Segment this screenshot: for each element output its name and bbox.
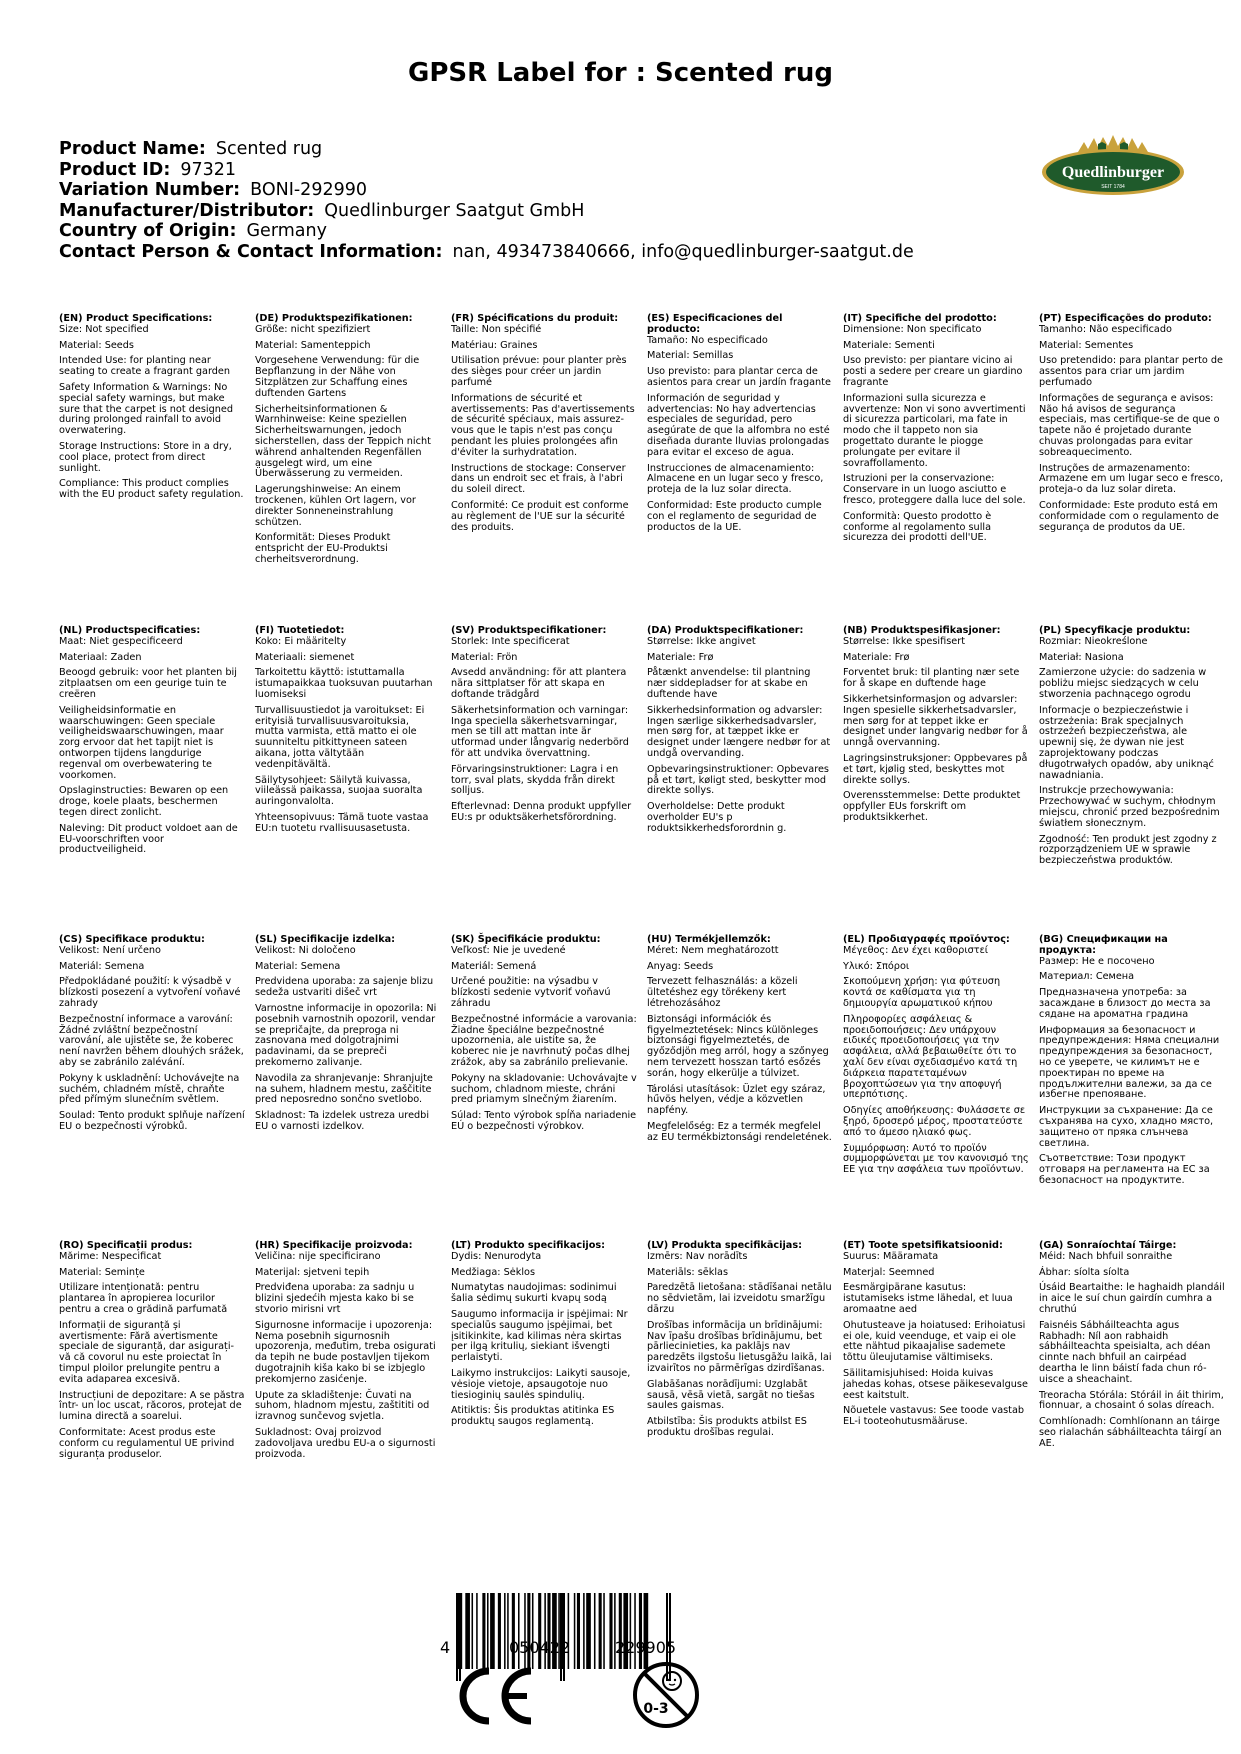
spec-line: Conformità: Questo prodotto è conforme al regolamento sulla sicurezza dei prodotti dell'UE. [843,510,992,544]
spec-line: Overensstemmelse: Dette produktet oppfyller EUs forskrift om produktsikkerhet. [843,790,1021,823]
spec-line: Μέγεθος: Δεν έχει καθοριστεί [843,944,989,956]
info-label: Variation Number: [59,180,241,200]
spec-line: Material: Samenteppich [255,339,371,351]
spec-line: Materiale: Frø [843,651,910,663]
spec-heading: (HU) Termékjellemzők: [647,934,771,945]
spec-line: Uso pretendido: para plantar perto de assentos para criar um jardim perfumado [1039,355,1223,388]
spec-line: Bezpečnostní informace a varování: Žádné zvláštní bezpečnostní varování, ale ujistěte se, že koberec není navržen během dlouhých srážek, aby se zabránilo zalévání. [59,1013,244,1068]
spec-line: Určené použitie: na výsadbu v blízkosti sedenie vytvoriť voňavú záhradu [451,976,611,1009]
barcode-bar [594,1593,596,1669]
barcode-bar [614,1593,616,1669]
spec-line: Glabāšanas norādījumi: Uzglabāt sausā, vēsā vietā, sargāt no tiešas saules gaismas. [647,1378,815,1412]
barcode-bar [538,1593,541,1669]
spec-block [59,935,245,1133]
barcode-bar [544,1593,546,1669]
spec-line: Säilytysohjeet: Säilytä kuivassa, viileässä paikassa, suojaa suoralta auringonvalolta. [255,774,423,808]
spec-line: Izmērs: Nav norādīts [647,1250,748,1262]
info-value: BONI-292990 [250,180,367,200]
spec-line: Efterlevnad: Denna produkt uppfyller EU:s pr oduktsäkerhetsförordning. [451,801,632,823]
spec-line: Nõuetele vastavus: See toode vastab EL-i tooteohutusmääruse. [843,1405,1025,1428]
spec-line: Storage Instructions: Store in a dry, cool place, protect from direct sunlight. [59,440,232,474]
spec-line: Atitiktis: Šis produktas atitinka ES produktų saugos reglamentą. [451,1405,615,1428]
barcode-bar [630,1593,632,1669]
spec-line: Size: Not specified [59,323,149,335]
info-value: Quedlinburger Saatgut GmbH [324,200,585,221]
spec-line: Soulad: Tento produkt splňuje nařízení EU o bezpečnosti výrobků. [59,1110,245,1132]
specifications-grid [59,314,1239,1514]
spec-heading: (FR) Spécifications du produit: [451,313,619,324]
spec-heading: (ES) Especificaciones del producto: [647,313,783,335]
spec-block [451,314,637,533]
barcode-bar [609,1593,612,1669]
spec-line: Medžiaga: Sėklos [451,1266,535,1278]
spec-line: Upute za skladištenje: Čuvati na suhom, hladnom mjestu, zaštititi od izravnog sunčevog svjetla. [255,1389,430,1423]
spec-heading: (CS) Specifikace produktu: [59,934,205,945]
spec-line: Maat: Niet gespecificeerd [59,635,183,647]
barcode-bar [472,1593,474,1669]
barcode-bar [552,1593,557,1669]
page-title: GPSR Label for : Scented rug [408,58,833,88]
spec-line: Rozmiar: Nieokreślone [1039,635,1148,647]
barcode-bar [634,1593,636,1669]
spec-line: Informacje o bezpieczeństwie i ostrzeżenia: Brak specjalnych ostrzeżeń bezpieczeństwa, ale upewnij się, że dywan nie jest zaprojektowany podczas długotrwałych opadów, aby uniknąć nawadniania. [1039,704,1214,781]
spec-heading: (PT) Especificações do produto: [1039,313,1212,324]
spec-block [255,626,441,835]
spec-line: Materjal: Seemned [843,1266,935,1278]
info-label: Manufacturer/Distributor: [59,200,315,221]
spec-line: Biztonsági információk és figyelmeztetések: Nincs különleges biztonsági figyelmeztetés, de győződjön meg arról, hogy a szőnyeg nem tervezett hosszan tartó esőzés során, hogy elkerülje a túlvizet. [647,1013,829,1079]
barcode-bar [524,1593,526,1669]
spec-line: Tervezett felhasználás: a közeli ültetéshez egy törékeny kert létrehozásához [647,976,798,1009]
spec-line: Tarkoitettu käyttö: istuttamalla istumapaikkaa tuoksuvan puutarhan luomiseksi [255,667,433,700]
country-row [59,221,914,242]
barcode-bar [518,1593,520,1669]
spec-line: Istruzioni per la conservazione: Conservare in un luogo asciutto e fresco, proteggere dalla luce del sole. [843,473,1026,506]
spec-line: Predviđena uporaba: za sadnju u blizini sjedećih mjesta kako bi se stvorio mirisni vrt [255,1282,415,1315]
info-value: Scented rug [215,139,323,159]
spec-line: Úsáid Beartaithe: le haghaidh plandáil in aice le suí chun gairdín cumhra a chruthú [1039,1282,1225,1315]
spec-block [451,626,637,824]
spec-line: Sikkerhetsinformasjon og advarsler: Ingen spesielle sikkerhetsadvarsler, men sørg for at teppet ikke er designet under langvarig nedbør for å unngå overvanning. [843,693,1028,749]
spec-line: Förvaringsinstruktioner: Lagra i en torr, sval plats, skydda från direkt solljus. [451,763,619,797]
spec-line: Informații de siguranță și avertismente: Fără avertismente speciale de siguranță, dar asigurați-vă că covorul nu este proiectat în timpul ploilor prelungite pentru a evita adaparea excesivă. [59,1319,235,1385]
barcode-left-group: 050422 [509,1638,571,1657]
spec-line: Información de seguridad y advertencias: No hay advertencias especiales de seguridad, pero asegúrate de que la alfombra no esté diseñada durante lluvias prolongadas para evitar el exceso de agua. [647,392,830,458]
spec-heading: (ET) Toote spetsifikatsioonid: [843,1240,1003,1251]
spec-line: Material: Sementes [1039,339,1134,351]
barcode-bar [583,1593,585,1669]
spec-line: Numatytas naudojimas: sodinimui šalia sėdimų sukurti kvapų sodą [451,1282,617,1305]
barcode-bar [490,1593,495,1669]
spec-line: Material: Semillas [647,350,734,362]
spec-heading: (IT) Specifiche del prodotto: [843,313,997,324]
spec-line: Conformidad: Este producto cumple con el reglamento de seguridad de productos de la UE. [647,499,822,533]
barcode-bar [586,1593,591,1669]
spec-line: Comhlíonadh: Comhlíonann an táirge seo rialachán sábháilteachta táirgí an AE. [1039,1416,1222,1449]
spec-block [451,1241,637,1428]
contact-row [59,242,914,263]
spec-heading: (LT) Produkto specifikacijos: [451,1240,606,1251]
quedlinburger-logo [1040,132,1186,204]
spec-line: Eesmärgipärane kasutus: istutamiseks istme lähedal, et luua aromaatne aed [843,1282,1013,1315]
spec-line: Méret: Nem meghatározott [647,944,779,956]
spec-line: Instructions de stockage: Conserver dans un endroit sec et frais, à l'abri du soleil direct. [451,462,626,496]
spec-line: Naleving: Dit product voldoet aan de EU-voorschriften voor productveiligheid. [59,822,238,856]
barcode-bar [619,1593,622,1669]
ce-mark-icon [455,1663,535,1729]
spec-line: Materiál: Semena [59,960,145,972]
spec-line: Størrelse: Ikke spesifisert [843,635,966,647]
spec-heading: (EL) Προδιαγραφές προϊόντος: [843,934,1010,945]
barcode-bar [603,1593,605,1669]
barcode-first-digit: 4 [440,1638,451,1657]
barcode-bar [507,1593,509,1669]
spec-line: Информация за безопасност и предупреждения: Няма специални предупреждения за безопасност, но се уверете, че килимът не е проектиран по време на продължителни валежи, за да се избегне препояване. [1039,1024,1220,1101]
spec-line: Material: Semena [255,960,341,972]
spec-line: Съответствие: Този продукт отговаря на регламента на ЕС за безопасност на продуктите. [1039,1153,1210,1186]
spec-line: Størrelse: Ikke angivet [647,635,756,647]
spec-line: Opbevaringsinstruktioner: Opbevares på et tørt, køligt sted, beskytter mod direkte sollys. [647,763,829,797]
manufacturer-row [59,201,914,222]
spec-block [1039,314,1225,533]
spec-line: Informations de sécurité et avertissements: Pas d'avertissements de sécurité spéciaux, mais assurez-vous que le tapis n'est pas conçu pendant les pluies prolongées afin d'éviter la surhydratation. [451,392,635,458]
barcode-bar [577,1593,580,1669]
spec-line: Varnostne informacije in opozorila: Ni posebnih varnostnih opozoril, vendar se prepričajte, da preproga ni zasnovana med dolgotrajnimi padavinami, da se prepreči prekomerno zalivanje. [255,1002,437,1068]
barcode-bar [574,1593,576,1669]
spec-line: Sukladnost: Ovaj proizvod zadovoljava uredbu EU-a o sigurnosti proizvoda. [255,1426,436,1460]
spec-line: Säilitamisjuhised: Hoida kuivas jahedas kohas, otsese päikesevalguse eest kaitstult. [843,1367,1028,1401]
barcode-right-group: 229905 [615,1638,677,1657]
logo-sub: SEIT 1784 [1101,184,1125,190]
spec-line: Instruções de armazenamento: Armazene em um lugar seco e fresco, proteja-o da luz solar direta. [1039,462,1224,496]
barcode-bar [476,1593,478,1669]
spec-line: Taille: Non spécifié [451,323,542,335]
spec-line: Instrucțiuni de depozitare: A se păstra într- un loc uscat, răcoros, protejat de lumina directă a soarelui. [59,1389,245,1423]
spec-line: Zamierzone użycie: do sadzenia w pobliżu miejsc siedzących w celu stworzenia pachnącego ogrodu [1039,667,1207,700]
spec-line: Avsedd användning: för att plantera nära sittplatser för att skapa en doftande trädgård [451,667,627,700]
spec-line: Safety Information & Warnings: No special safety warnings, but make sure that the carpet is not designed during prolonged rainfall to avoid overwatering. [59,381,233,437]
spec-line: Предназначена употреба: за засаждане в близост до места за сядане на ароматна градина [1039,987,1211,1020]
info-label: Product ID: [59,159,171,180]
logo-name: Quedlinburger [1061,164,1165,181]
spec-line: Navodila za shranjevanje: Shranjujte na suhem, hladnem mestu, zaščitite pred neposredno sončno svetlobo. [255,1072,433,1106]
spec-heading: (RO) Specificații produs: [59,1240,193,1251]
spec-line: Utilisation prévue: pour planter près des sièges pour créer un jardin parfumé [451,355,627,388]
spec-line: Uso previsto: para plantar cerca de asientos para crear un jardín fragante [647,366,831,388]
spec-line: Laikymo instrukcijos: Laikyti sausoje, vėsioje vietoje, apsaugotoje nuo tiesioginių saulės spindulių. [451,1367,631,1401]
info-label: Product Name: [59,139,206,159]
spec-line: Ohutusteave ja hoiatused: Erihoiatusi ei ole, kuid veenduge, et vaip ei ole ette nähtud pikaajalise sademete tõttu üleujutamise vältimiseks. [843,1319,1026,1364]
spec-line: Paredzētā lietošana: stādīšanai netālu no sēdvietām, lai izveidotu smaržīgu dārzu [647,1282,832,1315]
barcode-guard-bar [560,1593,562,1681]
spec-line: Instrucciones de almacenamiento: Almacene en un lugar seco y fresco, proteja de la luz solar directa. [647,462,824,496]
spec-line: Materiale: Frø [647,651,714,663]
spec-line: Sikkerhedsinformation og advarsler: Ingen særlige sikkerhedsadvarsler, men sørg for, at tæppet ikke er designet under længere nedbør for at undgå overvanding. [647,704,831,759]
spec-line: Utilizare intenționată: pentru plantarea în apropierea locurilor pentru a crea o grădină parfumată [59,1282,228,1315]
spec-line: Koko: Ei määritelty [255,635,347,647]
product-id-row [59,160,914,181]
spec-line: Инструкции за съхранение: Да се съхранява на сухо, хладно място, защитено от пряка слънчева светлина. [1039,1105,1214,1149]
spec-heading: (BG) Спецификации на продукта: [1039,934,1168,956]
barcode-bar [558,1593,560,1669]
spec-heading: (LV) Produkta specifikācijas: [647,1240,802,1251]
spec-line: Skladnost: Ta izdelek ustreza uredbi EU o varnosti izdelkov. [255,1110,430,1132]
info-value: 97321 [180,159,237,180]
spec-line: Tamaño: No especificado [647,334,768,346]
spec-block [1039,1241,1225,1450]
spec-heading: (NL) Productspecificaties: [59,625,201,636]
spec-line: Material: Frön [451,651,518,663]
spec-line: Uso previsto: per piantare vicino ai posti a sedere per creare un giardino fragrante [843,355,1023,388]
spec-line: Informações de segurança e avisos: Não há avisos de segurança especiais, mas certifique-se de que o tapete não é projetado durante chuvas prolongadas para evitar sobreaquecimento. [1039,392,1220,458]
barcode-bar [599,1593,602,1669]
barcode-bar [532,1593,534,1669]
barcode-bar [568,1593,570,1669]
spec-line: Turvallisuustiedot ja varoitukset: Ei erityisiä turvallisuusvaroituksia, mutta varmista, että matto ei ole suunniteltu pitkittyneen sateen aikana, jotta vältytään vedenpitävältä. [255,704,425,770]
spec-line: Säkerhetsinformation och varningar: Inga speciella säkerhetsvarningar, men se till att mattan inte är utformad under långvarig nederbörd för att undvika övervattning. [451,704,629,759]
spec-line: Συμμόρφωση: Αυτό το προϊόν συμμορφώνεται με τον κανονισμό της ΕΕ για την ασφάλεια των προϊόντων. [843,1142,1029,1176]
spec-heading: (NB) Produktspesifikasjoner: [843,625,1001,636]
age-label: 0-3 [643,1701,669,1717]
not-for-under-3-icon [632,1661,700,1729]
spec-block [647,935,833,1144]
spec-heading: (SL) Specifikacije izdelka: [255,934,396,945]
spec-line: Atbilstība: Šis produkts atbilst ES produktu drošības regulai. [647,1416,807,1438]
spec-line: Größe: nicht spezifiziert [255,323,371,335]
spec-line: Yhteensopivuus: Tämä tuote vastaa EU:n tuotetu rvallisuusasetusta. [255,811,429,834]
spec-line: Tárolási utasítások: Üzlet egy száraz, hűvös helyen, védje a közvetlen napfény. [647,1083,826,1117]
spec-block [647,1241,833,1439]
barcode-bar [482,1593,485,1669]
spec-line: Súlad: Tento výrobok spĺňa nariadenie EÚ o bezpečnosti výrobkov. [451,1110,637,1132]
spec-line: Predvidena uporaba: za sajenje blizu sedeža ustvariti dišeč vrt [255,976,434,999]
spec-line: Zgodność: Ten produkt jest zgodny z rozporządzeniem UE w sprawie bezpieczeństwa produktów. [1039,833,1217,867]
barcode-bar [512,1593,515,1669]
spec-block [1039,626,1225,867]
spec-heading: (EN) Product Specifications: [59,313,213,324]
spec-line: Dimensione: Non specificato [843,323,982,335]
spec-line: Материал: Семена [1039,971,1135,983]
spec-line: Overholdelse: Dette produkt overholder EU's p roduktsikkerhedsforordnin g. [647,801,787,834]
spec-line: Dydis: Nenurodyta [451,1250,542,1262]
info-label: Contact Person & Contact Information: [59,241,443,262]
spec-heading: (GA) Sonraíochtaí Táirge: [1039,1240,1177,1251]
spec-line: Drošības informācija un brīdinājumi: Nav īpašu drošības brīdinājumu, bet pārliecinieties, ka paklājs nav paredzēts ilgstošu lietusgāžu laikā, lai izvairītos no pārmērīgas dzirdīšanas. [647,1319,832,1374]
spec-heading: (HR) Specifikacije proizvoda: [255,1240,413,1251]
spec-line: Faisnéis Sábháilteachta agus Rabhadh: Níl aon rabhaidh sábháilteachta speisialta, ach déan cinnte nach bhfuil an cairpéad deartha le linn báistí fada chun ró-uisce a sheachaint. [1039,1319,1211,1385]
spec-block [59,1241,245,1460]
spec-line: Suurus: Määramata [843,1250,939,1262]
spec-line: Materiał: Nasiona [1039,651,1124,663]
spec-line: Materiāls: sēklas [647,1266,729,1278]
spec-line: Vorgesehene Verwendung: für die Bepflanzung in der Nähe von Sitzplätzen zur Schaffung eines duftenden Gartens [255,355,420,399]
spec-line: Sicherheitsinformationen & Warnhinweise: Keine speziellen Sicherheitswarnungen, jedoch sicherstellen, dass der Teppich nicht während anhaltenden Regenfällen ausgelegt wird, um eine Überwässerung zu vermeiden. [255,403,431,480]
spec-block [59,314,245,501]
spec-line: Saugumo informacija ir įspėjimai: Nr specialūs saugumo įspėjimai, bet įsitikinkite, kad kilimas nėra skirtas per ilgą kritulių, siekiant išvengti perlaistyti. [451,1308,628,1364]
spec-block [843,1241,1029,1428]
spec-line: Påtænkt anvendelse: til plantning nær siddepladser for at skabe en duftende have [647,667,811,700]
spec-line: Materiaali: siemenet [255,651,355,663]
spec-heading: (PL) Specyfikacje produktu: [1039,625,1191,636]
spec-line: Velikost: Ni določeno [255,944,356,956]
spec-line: Veličina: nije specificirano [255,1250,381,1262]
spec-line: Ábhar: síolta síolta [1039,1266,1130,1278]
spec-line: Forventet bruk: til planting nær sete for å skape en duftende hage [843,667,1020,690]
spec-line: Σκοπούμενη χρήση: για φύτευση κοντά σε καθίσματα για τη δημιουργία αρωματικού κήπου [843,976,1001,1009]
spec-line: Opslaginstructies: Bewaren op een droge, koele plaats, beschermen tegen direct zonlicht. [59,785,229,818]
spec-line: Veľkosť: Nie je uvedené [451,944,566,956]
spec-heading: (FI) Tuotetiedot: [255,625,345,636]
spec-line: Πληροφορίες ασφάλειας & προειδοποιήσεις: Δεν υπάρχουν ειδικές προειδοποιήσεις για την ασφάλεια, αλλά βεβαιωθείτε ότι το χαλί δεν είναι σχεδιασμένο κατά τη διάρκεια παρατεταμένων βροχοπτώσεων για την αποφυγή υπερπότισης. [843,1013,1018,1101]
spec-line: Conformitate: Acest produs este conform cu regulamentul UE privind siguranța produselor. [59,1426,235,1460]
spec-line: Informazioni sulla sicurezza e avvertenze: Non vi sono avvertimenti di sicurezza particolari, ma fate in modo che il tappeto non sia progettato durante le piogge prolungate per evitare il sovraffollamento. [843,392,1026,469]
barcode-bar [639,1593,642,1669]
barcode-bar [527,1593,530,1669]
spec-line: Tamanho: Não especificado [1039,323,1172,335]
spec-line: Méid: Nach bhfuil sonraithe [1039,1250,1173,1262]
barcode-bar [498,1593,501,1669]
barcode-bar [504,1593,506,1669]
spec-line: Instrukcje przechowywania: Przechowywać w suchym, chłodnym miejscu, chronić przed bezpośrednim światłem słonecznym. [1039,785,1220,829]
spec-block [255,935,441,1133]
spec-line: Bezpečnostné informácie a varovania: Žiadne špeciálne bezpečnostné upozornenia, ale uistite sa, že koberec nie je navrhnutý počas dlhej zrážok, aby sa zabránilo prelievanie. [451,1013,637,1068]
info-label: Country of Origin: [59,221,237,241]
spec-block [843,935,1029,1176]
spec-line: Storlek: Inte specificerat [451,635,570,647]
variation-number-row [59,180,914,201]
spec-line: Pokyny na skladovanie: Uchovávajte v suchom, chladnom mieste, chráni pred priamym slnečným žiarením. [451,1072,637,1106]
spec-block [843,314,1029,544]
spec-line: Compliance: This product complies with the EU product safety regulation. [59,478,244,501]
spec-line: Předpokládané použití: k výsadbě v blízkosti posezení a vytvoření voňavé zahrady [59,976,241,1009]
spec-line: Beoogd gebruik: voor het planten bij zitplaatsen om een geurige tuin te creëren [59,667,237,700]
spec-line: Mărime: Nespecificat [59,1250,162,1262]
spec-block [1039,935,1225,1187]
spec-line: Lagerungshinweise: An einem trockenen, kühlen Ort lagern, vor direkter Sonneneinstrahlung schützen. [255,484,416,528]
spec-line: Intended Use: for planting near seating to create a fragrant garden [59,355,231,378]
spec-line: Conformité: Ce produit est conforme au règlement de l'UE sur la sécurité des produits. [451,499,629,533]
spec-heading: (DA) Produktspecifikationer: [647,625,804,636]
info-value: nan, 493473840666, info@quedlinburger-saatgut.de [452,241,914,262]
spec-line: Размер: Не е посочено [1039,955,1155,967]
product-name-row [59,139,914,160]
spec-heading: (DE) Produktspezifikationen: [255,313,413,324]
spec-line: Materiale: Sementi [843,339,935,351]
spec-block [59,626,245,856]
spec-heading: (SK) Špecifikácie produktu: [451,934,601,945]
spec-line: Sigurnosne informacije i upozorenja: Nema posebnih sigurnosnih upozorenja, međutim, treba osigurati da tepih ne bude postavljen tijekom dugotrajnih kiša kako bi se izbjeglo prekomjerno zasićenje. [255,1319,436,1385]
spec-block [255,314,441,566]
spec-block [647,314,833,533]
spec-line: Materiál: Semená [451,960,537,972]
spec-line: Konformität: Dieses Produkt entspricht der EU-Produktsi cherheitsverordnung. [255,532,391,565]
spec-block [843,626,1029,824]
spec-line: Veiligheidsinformatie en waarschuwingen: Geen speciale veiligheidswaarschuwingen, maar zorg ervoor dat het tapijt niet is ontworpen tijdens langdurige regenval om overbewatering te voorkomen. [59,704,224,781]
spec-line: Velikost: Není určeno [59,944,161,956]
barcode-bar [547,1593,550,1669]
spec-block [647,626,833,835]
spec-line: Υλικό: Σπόροι [843,960,910,972]
info-value: Germany [246,221,327,241]
spec-line: Materijal: sjetveni tepih [255,1266,370,1278]
spec-line: Pokyny k uskladnění: Uchovávejte na suchém, chladném místě, chraňte před přímým slunečním světlem. [59,1072,240,1106]
spec-heading: (SV) Produktspecifikationer: [451,625,607,636]
spec-line: Megfelelőség: Ez a termék megfelel az EU termékbiztonsági rendeletének. [647,1120,832,1143]
spec-line: Anyag: Seeds [647,960,714,972]
spec-line: Material: Semințe [59,1266,145,1278]
spec-line: Lagringsinstruksjoner: Oppbevares på et tørt, kjølig sted, beskyttes mot direkte sollys. [843,752,1028,786]
spec-line: Matériau: Graines [451,339,538,351]
spec-line: Conformidade: Este produto está em conformidade com o regulamento de segurança de produtos da UE. [1039,499,1219,533]
barcode-bar [465,1593,470,1669]
spec-line: Material: Seeds [59,339,134,351]
spec-line: Οδηγίες αποθήκευσης: Φυλάσσετε σε ξηρό, δροσερό μέρος, προστατεύστε από το άμεσο ηλιακό φως. [843,1105,1026,1138]
barcode-bar [623,1593,628,1669]
product-info [59,139,914,262]
spec-block [255,1241,441,1460]
barcode-guard-bar [563,1593,565,1681]
barcode-bar [487,1593,489,1669]
barcode-bar [644,1593,649,1669]
spec-line: Treoracha Stórála: Stóráil in áit thirim, fionnuar, a chosaint ó solas díreach. [1039,1389,1224,1412]
spec-line: Materiaal: Zaden [59,651,142,663]
spec-block [451,935,637,1133]
